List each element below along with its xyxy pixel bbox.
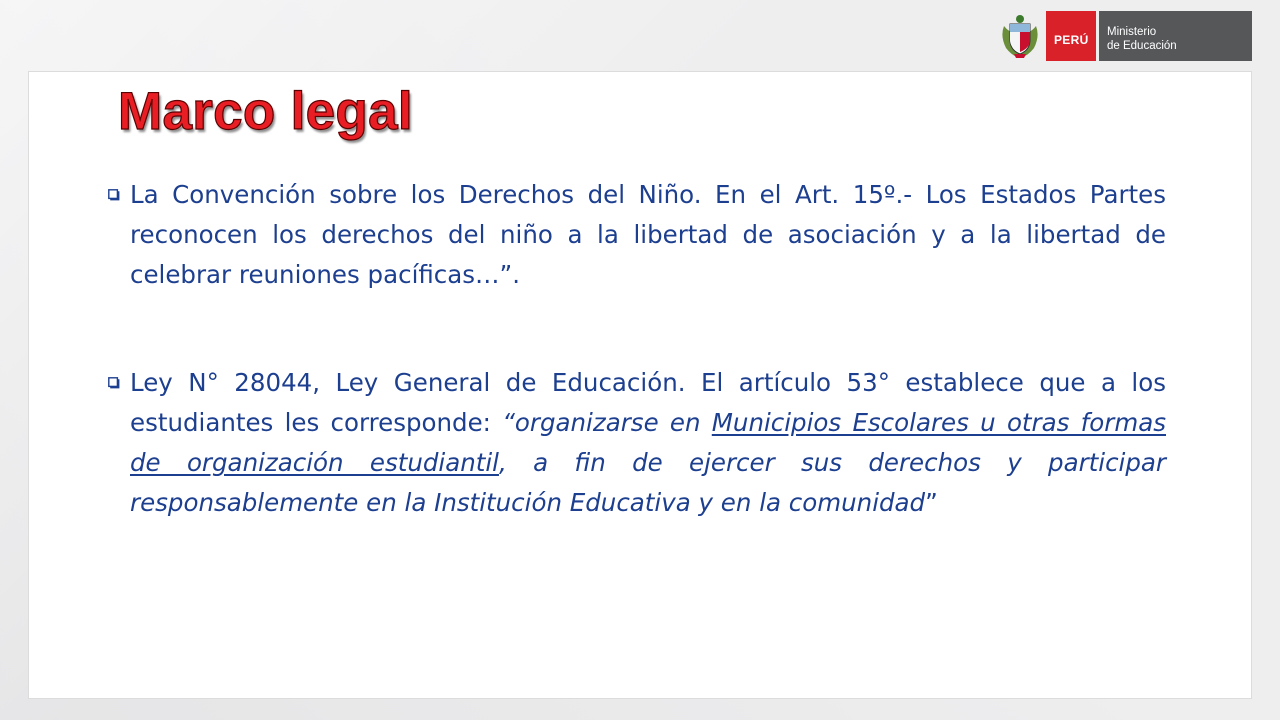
bullet-text-2: [108, 363, 1166, 523]
peru-brand-box: [1046, 11, 1096, 61]
ministry-line-1: Ministerio: [1107, 26, 1157, 38]
bullet-item-2: [108, 363, 1166, 523]
slide-title: Marco legal: [118, 82, 413, 141]
peru-coat-of-arms-icon: [1000, 14, 1040, 60]
checkbox-square-icon: [108, 189, 120, 201]
bullet-2-quote-rest: , a fin de ejercer sus derechos y participar responsablemente en la Institución Educativa y en la comunidad: [130, 448, 1166, 517]
bullet-2-underlined: Municipios Escolares u otras formas de organización estudiantil: [130, 408, 1166, 477]
checkbox-square-icon: [108, 377, 120, 389]
peru-label: PERÚ: [1054, 33, 1089, 47]
ministry-line-2: de Educación: [1107, 40, 1177, 52]
bullet-2-quote-close: ”: [925, 488, 938, 517]
bullet-2-quote-open: “organizarse en: [502, 408, 712, 437]
ministry-brand-box: [1099, 11, 1252, 61]
bullet-text-1: La Convención sobre los Derechos del Niño. En el Art. 15º.- Los Estados Partes reconocen los derechos del niño a la libertad de asociación y a la libertad de celebrar reuniones pacíficas…”.: [130, 180, 1166, 289]
bullet-item-1: [108, 175, 1166, 295]
bullet-2-plain: Ley N° 28044, Ley General de Educación. El artículo 53° establece que a los estudiantes les corresponde:: [130, 368, 1166, 437]
